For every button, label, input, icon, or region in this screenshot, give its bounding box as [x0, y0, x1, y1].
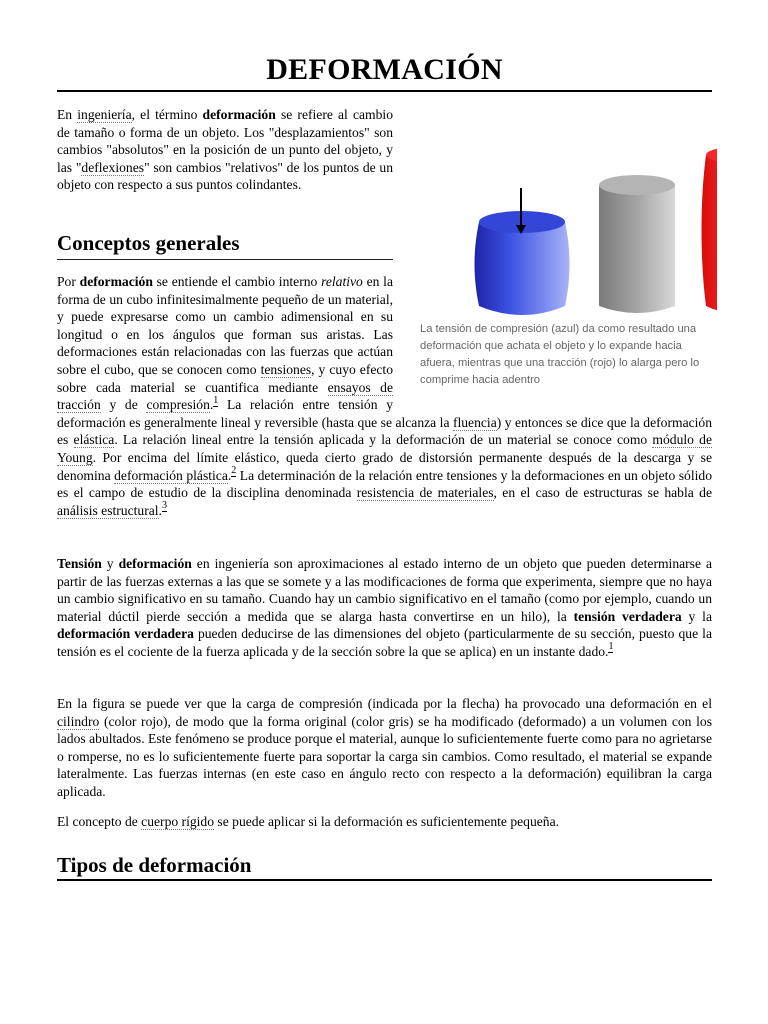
section-rule-tipos: [57, 879, 712, 881]
ref-3[interactable]: 3: [161, 500, 167, 512]
ref-2[interactable]: 2: [231, 465, 237, 476]
title-rule: [57, 90, 712, 92]
link-modulo-de-young[interactable]: módulo de Young: [57, 432, 712, 465]
paragraph-deformacion: Por deformación se entiende el cambio interno relativo en la forma de un cubo infinitesimalmente pequeño de un material, y puede expresarse como un cambio adimensional en su longitud o en los ángulos que forman sus aristas. Las deformaciones están relacionadas con las fuerzas que actúan sobre el cubo, que se conocen como tensiones, y cuyo efecto sobre cada material se cuantifica mediante ensayos de tracción y de compresión.$^1$ La relación entre tensión y deformación es generalmente lineal y reversible (hasta que se alcanza la fluencia) y entonces se dice que la deformación es elástica. La relación lineal entre la tensión aplicada y la deformación de un material se conoce como módulo de Young. Por encima del límite elástico, queda cierto grado de distorsión permanente después de la descarga y se denomina deformación plástica.$^2$ La determinación de la relación entre tensiones y la deformaciones en un objeto sólido es el campo de estudio de la disciplina denominada resistencia de materiales, en el caso de estructuras se habla de análisis estructural.$^3$: [57, 274, 713, 518]
ref-1b[interactable]: 1: [608, 641, 614, 653]
compression-arrow: [516, 188, 526, 234]
intro-paragraph: En ingeniería, el término deformación se refiere al cambio de tamaño o forma de un objeto. Los "desplazamientos" son cambios "absolutos" en la posición de un punto del objeto, y las "deflexiones" son cambios "relativos" de los puntos de un objeto con respecto a sus puntos colindantes.: [57, 107, 393, 193]
link-analisis-estructural[interactable]: análisis estructural: [57, 502, 159, 518]
section-heading-tipos: Tipos de deformación: [57, 853, 252, 877]
paragraph-tension: Tensión y deformación en ingeniería son aproximaciones al estado interno de un objeto que pueden determinarse a partir de las fuerzas externas a las que se somete y a las modificaciones de forma que experimenta, siempre que no haya un cambio significativo en su tamaño. Cuando hay un cambio significativo en el tamaño (como por ejemplo, cuando un material dúctil pierde sección a medida que se alarga hasta convertirse en un hilo), la tensión verdadera y la deformación verdadera pueden deducirse de las dimensiones del objeto (particularmente de su sección, puesto que la tensión es el cociente de la fuerza aplicada y de la sección sobre la que se aplica) en un instante dado.$^1$: [57, 556, 713, 659]
link-cilindro[interactable]: cilindro: [57, 713, 100, 729]
page-title: DEFORMACIÓN: [266, 53, 503, 86]
link-deformacion-plastica[interactable]: deformación plástica: [114, 467, 228, 483]
link-cuerpo-rigido[interactable]: cuerpo rígido: [141, 814, 215, 829]
link-compresion[interactable]: compresión: [146, 397, 210, 413]
link-ingenieria[interactable]: ingeniería: [77, 107, 132, 122]
link-tensiones[interactable]: tensiones: [260, 361, 312, 377]
paragraph-cuerpo-rigido: El concepto de cuerpo rígido se puede aplicar si la deformación es suficientemente pequeña.: [57, 814, 560, 829]
link-deflexiones[interactable]: deflexiones: [81, 159, 145, 175]
paragraph-figura: En la figura se puede ver que la carga de compresión (indicada por la flecha) ha provocado una deformación en el cilindro (color rojo), de modo que la forma original (color gris) se ha modificado (deformado) a un volumen con los lados abultados. Este fenómeno se produce porque el material, aunque lo suficientemente fuerte como para no agrietarse o romperse, no es lo suficientemente fuerte para soportar la carga sin cambios. Como resultado, el material se expande lateralmente. Las fuerzas internas (en este caso en ángulo recto con respecto a la deformación) equilibran la carga aplicada.: [57, 696, 712, 799]
link-fluencia[interactable]: fluencia: [452, 414, 497, 430]
section-rule: [57, 259, 393, 260]
link-elastica[interactable]: elástica: [73, 432, 115, 448]
link-ensayos-de-traccion[interactable]: ensayos de tracción: [57, 379, 393, 413]
section-heading-conceptos: Conceptos generales: [57, 231, 240, 255]
link-resistencia-de-materiales[interactable]: resistencia de materiales: [356, 485, 494, 501]
figure-float-spacer: [393, 273, 712, 413]
figure-caption: La tensión de compresión (azul) da como resultado una deformación que achata el objeto y lo expande hacia afuera, mientras que una tracción (rojo) lo alarga pero lo comprime hacia adentro: [420, 323, 700, 386]
ref-1[interactable]: 1: [213, 394, 219, 406]
